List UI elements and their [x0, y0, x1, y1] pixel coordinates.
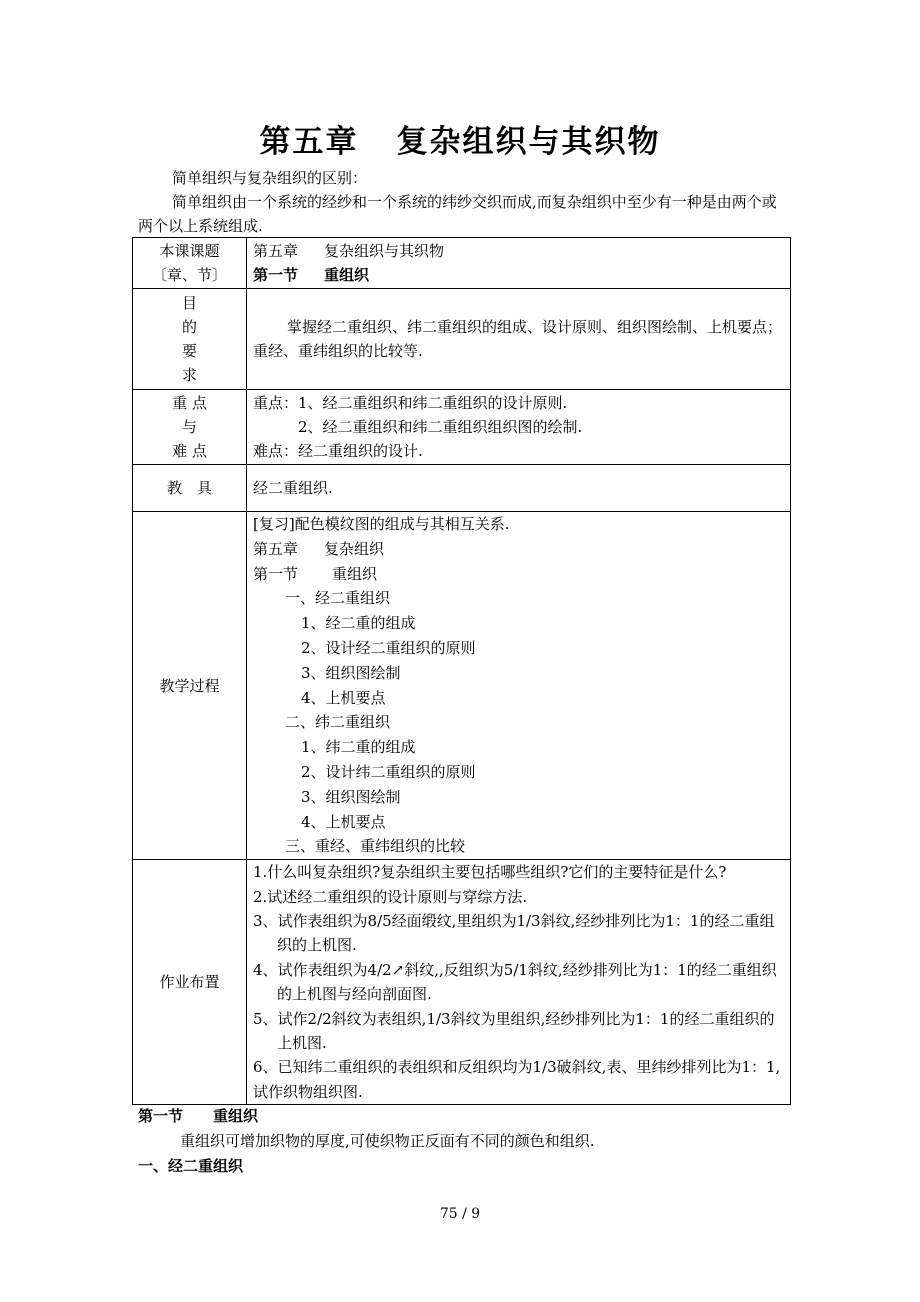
goal-label-char: 要: [181, 342, 197, 360]
homework-label: 作业布置: [133, 860, 247, 1105]
process-part-2-item: 3、组织图绘制: [301, 787, 401, 806]
section-heading-number: 第一节: [138, 1107, 184, 1125]
process-part-1: 一、经二重组织: [285, 589, 391, 608]
process-part-2-item: 4、上机要点: [301, 812, 386, 831]
homework-content: [247, 860, 791, 1105]
homework-row: [133, 860, 791, 1105]
goal-label: [133, 289, 247, 390]
process-section-number: 第一节: [253, 564, 299, 583]
topic-section: [253, 263, 784, 287]
goal-label-char: 的: [181, 318, 197, 336]
intro-paragraph: 简单组织由一个系统的经纱和一个系统的纬纱交织而成,而复杂组织中至少有一种是由两个或两个以上系统组成.: [138, 193, 777, 235]
process-part-1-item: 3、组织图绘制: [301, 663, 401, 682]
process-part-2-item: 1、纬二重的组成: [301, 738, 416, 757]
key-point-2: 2、经二重组织和纬二重组织组织图的绘制.: [298, 418, 583, 436]
goal-content: [247, 289, 791, 390]
section-heading: [138, 1104, 790, 1128]
goal-row: [133, 289, 791, 390]
process-row: [133, 512, 791, 860]
document-title: [0, 116, 920, 161]
homework-item-4: 4、试作表组织为4/2↗斜纹,,反组织为5/1斜纹,经纱排列比为1：1的经二重组织的上机图与经向剖面图.: [253, 960, 777, 1004]
process-chapter: [253, 537, 784, 562]
topic-row: [133, 238, 791, 289]
key-label-line-3: 难 点: [172, 442, 207, 460]
topic-section-number: 第一节: [253, 266, 299, 284]
homework-item-5: 5、试作2/2斜纹为表组织,1/3斜纹为里组织,经纱排列比为1：1的经二重组织的上机图.: [253, 1009, 775, 1052]
homework-item-1: 1.什么叫复杂组织?复杂组织主要包括哪些组织?它们的主要特征是什么?: [253, 863, 727, 882]
key-label-line-1: 重 点: [172, 394, 207, 412]
goal-label-char: 求: [181, 366, 197, 384]
key-content: [247, 390, 791, 465]
subsection-heading: 一、经二重组织: [138, 1157, 244, 1175]
section-heading-title: 重组织: [213, 1107, 259, 1125]
intro-line-1: 简单组织与复杂组织的区别：: [172, 169, 368, 187]
topic-label-line-2: 〔章、节〕: [151, 266, 227, 284]
tools-row: [133, 465, 791, 512]
topic-content: [247, 238, 791, 289]
key-row: [133, 390, 791, 465]
process-section: [253, 562, 784, 587]
goal-label-char: 目: [181, 294, 197, 312]
homework-item-6: 6、已知纬二重组织的表组织和反组织均为1/3破斜纹,表、里纬纱排列比为1：1,试作织物组织图.: [253, 1058, 781, 1101]
process-chapter-title: 复杂组织: [324, 539, 385, 558]
title-chapter: 第五章: [259, 124, 359, 160]
process-part-2: 二、纬二重组织: [285, 713, 391, 732]
process-chapter-number: 第五章: [253, 539, 299, 558]
process-part-1-item: 1、经二重的组成: [301, 614, 416, 633]
lesson-plan-table: [132, 237, 791, 1105]
topic-chapter: [253, 239, 784, 263]
topic-label-line-1: 本课课题: [159, 242, 220, 260]
tools-text: 经二重组织.: [247, 465, 791, 512]
process-review: [复习]配色模纹图的组成与其相互关系.: [253, 515, 510, 533]
title-name: 复杂组织与其织物: [396, 124, 661, 160]
tools-label: 教 具: [133, 465, 247, 512]
key-point-1: 重点：1、经二重组织和纬二重组织的设计原则.: [253, 394, 568, 412]
section-paragraph: 重组织可增加织物的厚度,可使织物正反面有不同的颜色和组织.: [180, 1132, 595, 1150]
process-part-3: 三、重经、重纬组织的比较: [285, 837, 466, 856]
topic-chapter-number: 第五章: [253, 242, 299, 260]
process-label: 教学过程: [133, 512, 247, 860]
key-label-line-2: 与: [181, 418, 197, 436]
difficulty-point: 难点：经二重组织的设计.: [253, 442, 423, 460]
homework-item-3: 3、试作表组织为8/5经面缎纹,里组织为1/3斜纹,经纱排列比为1：1的经二重组织的上机图.: [253, 911, 775, 955]
goal-text: 掌握经二重组织、纬二重组织的组成、设计原则、组织图绘制、上机要点；重经、重纬组织的比较等.: [253, 318, 783, 360]
process-content: [247, 512, 791, 860]
process-part-1-item: 4、上机要点: [301, 688, 386, 707]
process-part-1-item: 2、设计经二重组织的原则: [301, 638, 476, 657]
page-number: 75 / 9: [439, 1206, 481, 1222]
topic-chapter-title: 复杂组织与其织物: [324, 242, 445, 260]
process-section-title: 重组织: [332, 564, 378, 583]
topic-label: [133, 238, 247, 289]
homework-item-2: 2.试述经二重组织的设计原则与穿综方法.: [253, 887, 528, 906]
topic-section-title: 重组织: [324, 266, 370, 284]
process-part-2-item: 2、设计纬二重组织的原则: [301, 762, 476, 781]
key-label: [133, 390, 247, 465]
